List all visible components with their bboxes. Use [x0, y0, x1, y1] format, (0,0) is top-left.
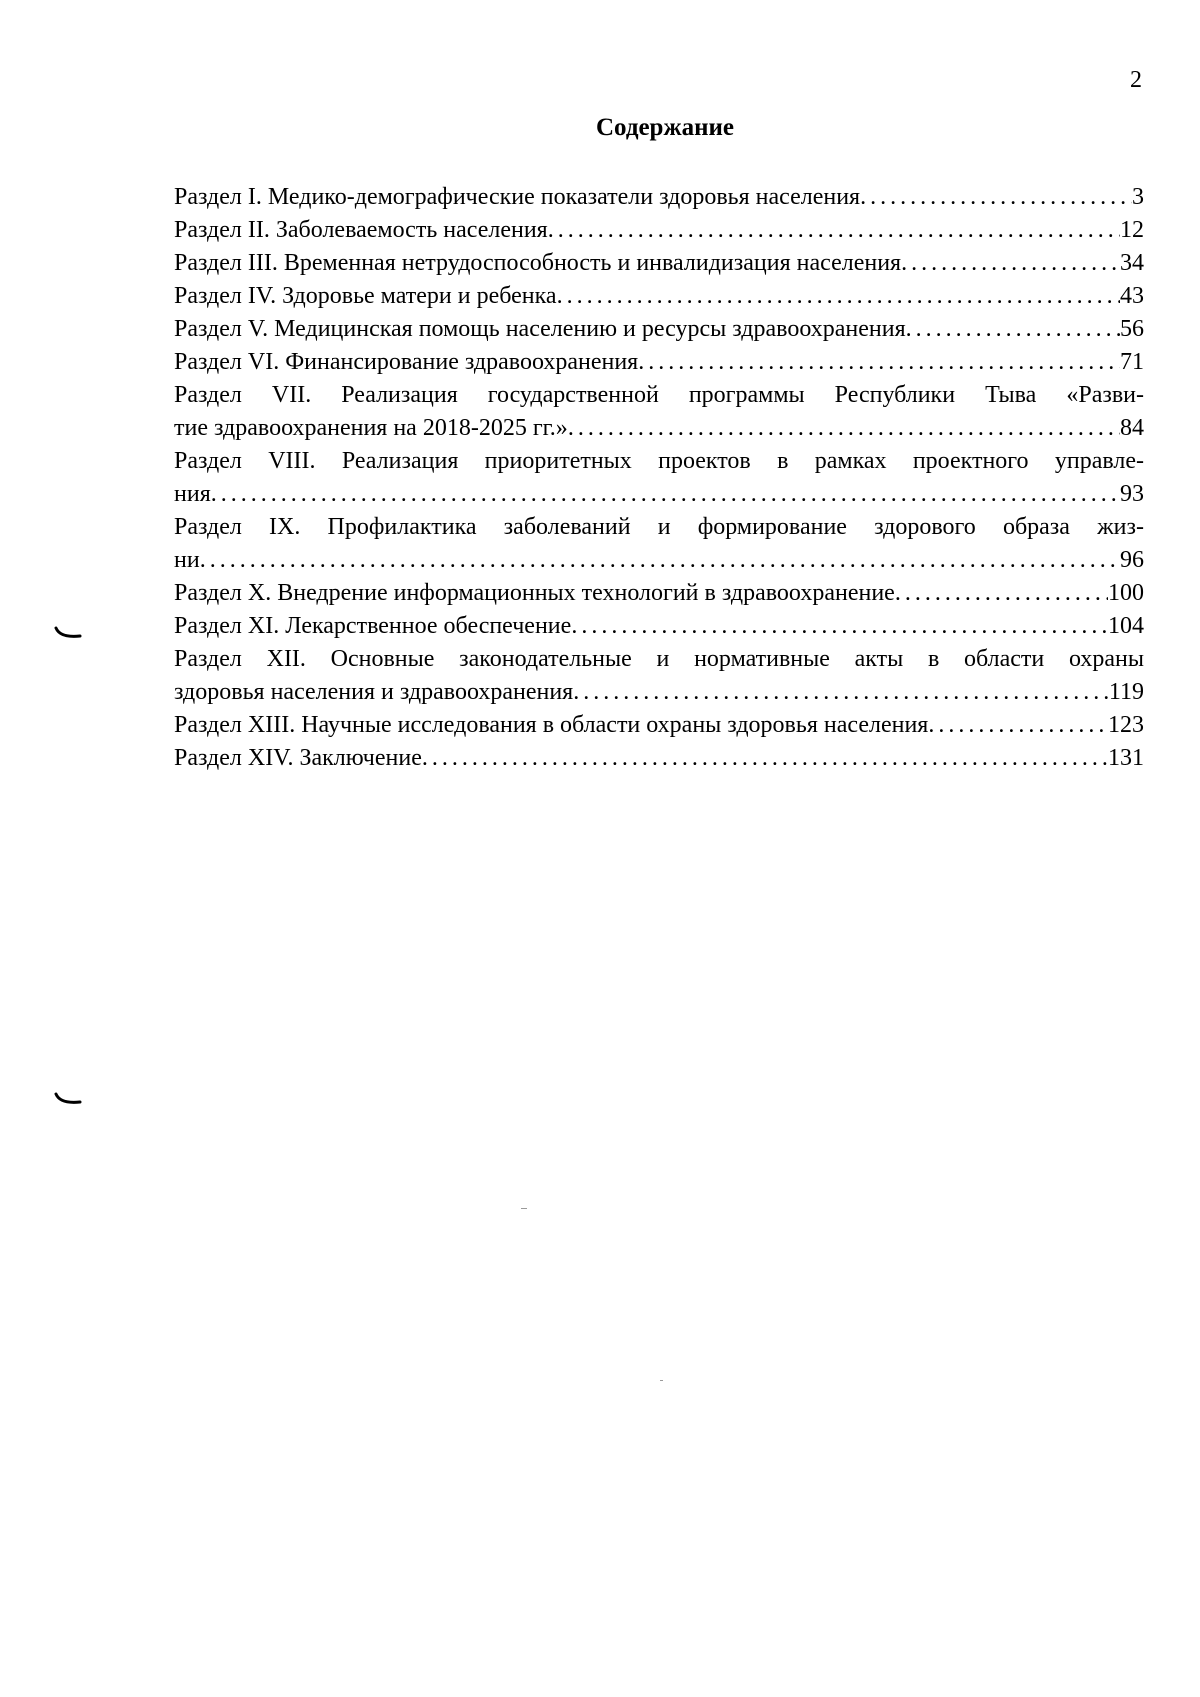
toc-leader-dots [901, 247, 1120, 280]
toc-entry [174, 742, 1144, 775]
toc-entry [174, 280, 1144, 313]
toc-entry-text: Раздел XI. Лекарственное обеспечение [174, 613, 572, 639]
toc-entry [174, 643, 1144, 709]
toc-page-number: 119 [1108, 679, 1144, 705]
toc-entry-text: Раздел II. Заболеваемость населения [174, 217, 548, 243]
toc-entry-text: ния [174, 481, 211, 507]
toc-entry-text: Раздел III. Временная нетрудоспособность и инвалидизация населения [174, 250, 902, 276]
toc-page-number: 100 [1108, 580, 1144, 606]
toc-entry [174, 445, 1144, 511]
scan-mark-lower [54, 1092, 82, 1108]
toc-leader-dots [548, 214, 1120, 247]
toc-leader-dots [211, 478, 1120, 511]
toc-entry-text: Раздел XIII. Научные исследования в области охраны здоровья населения [174, 712, 929, 738]
toc-leader-dots [573, 676, 1109, 709]
toc-leader-dots [571, 610, 1108, 643]
toc-page-number: 34 [1120, 250, 1144, 276]
toc-page-number: 84 [1120, 415, 1144, 441]
toc-leader-dots [895, 577, 1108, 610]
toc-entry-text: Раздел I. Медико-демографические показатели здоровья населения [174, 184, 861, 210]
scan-mark-upper [54, 626, 82, 642]
toc-leader-dots [906, 313, 1120, 346]
toc-entry [174, 346, 1144, 379]
toc-page-number: 123 [1108, 712, 1144, 738]
toc-entry-text: Раздел IX. Профилактика заболеваний и формирование здорового образа жиз- [174, 514, 1144, 540]
toc-entry-text: тие здравоохранения на 2018-2025 гг.» [174, 415, 568, 441]
toc-entry [174, 511, 1144, 577]
scan-speck [521, 1208, 527, 1209]
toc-leader-dots [568, 412, 1120, 445]
toc-entry-text: Раздел X. Внедрение информационных технологий в здравоохранение [174, 580, 895, 606]
scan-speck [660, 1380, 663, 1381]
toc-entry-text: ни [174, 547, 200, 573]
toc-page-number: 93 [1120, 481, 1144, 507]
toc-entry-text: Раздел XIV. Заключение [174, 745, 422, 771]
toc-entry [174, 181, 1144, 214]
toc-entry-text: Раздел VIII. Реализация приоритетных проектов в рамках проектного управле- [174, 448, 1144, 474]
toc-leader-dots [422, 742, 1108, 775]
toc-entry-text: Раздел XII. Основные законодательные и нормативные акты в области охраны [174, 646, 1144, 672]
toc-entry-text: Раздел VI. Финансирование здравоохранения [174, 349, 639, 375]
toc-entry-text: здоровья населения и здравоохранения [174, 679, 574, 705]
toc-entry-text: Раздел V. Медицинская помощь населению и ресурсы здравоохранения [174, 316, 906, 342]
page-number: 2 [1130, 67, 1142, 93]
toc-page-number: 56 [1120, 316, 1144, 342]
toc-leader-dots [638, 346, 1120, 379]
toc-entry [174, 379, 1144, 445]
toc-leader-dots [860, 181, 1132, 214]
toc-entry-text: Раздел VII. Реализация государственной программы Республики Тыва «Разви- [174, 382, 1144, 408]
toc-entry [174, 610, 1144, 643]
toc-page-number: 12 [1120, 217, 1144, 243]
toc-leader-dots [928, 709, 1108, 742]
toc-entry [174, 577, 1144, 610]
toc-page-number: 104 [1108, 613, 1144, 639]
toc-page-number: 96 [1120, 547, 1144, 573]
toc-page-number: 71 [1120, 349, 1144, 375]
page-title: Содержание [595, 114, 734, 141]
table-of-contents [174, 181, 1144, 775]
toc-entry [174, 709, 1144, 742]
toc-entry [174, 313, 1144, 346]
toc-entry [174, 214, 1144, 247]
toc-leader-dots [200, 544, 1120, 577]
toc-page-number: 131 [1108, 745, 1144, 771]
toc-entry-text: Раздел IV. Здоровье матери и ребенка [174, 283, 557, 309]
toc-page-number: 43 [1120, 283, 1144, 309]
toc-leader-dots [557, 280, 1120, 313]
toc-page-number: 3 [1132, 184, 1144, 210]
toc-entry [174, 247, 1144, 280]
